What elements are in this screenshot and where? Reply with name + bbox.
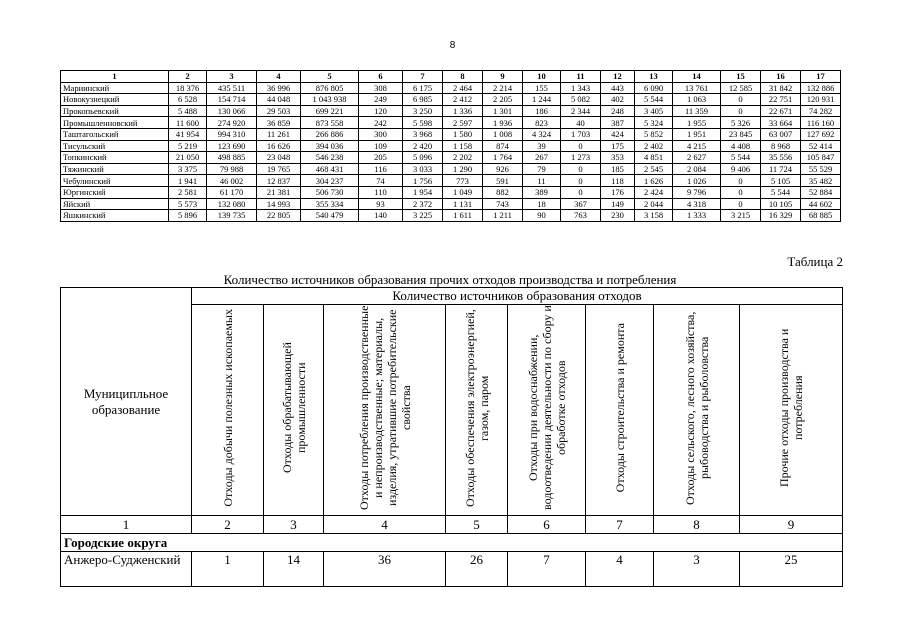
statistics-table <box>60 70 841 222</box>
table-cell: 1 131 <box>443 198 483 210</box>
table-cell: 41 954 <box>169 128 207 140</box>
table-cell: 5 544 <box>761 186 801 198</box>
column-header-label: Прочие отходы производства и потребления <box>777 328 806 488</box>
table-cell: 176 <box>601 186 635 198</box>
table-row <box>61 82 841 94</box>
table-cell: 93 <box>359 198 403 210</box>
table-cell: 10 105 <box>761 198 801 210</box>
header-cell: 5 <box>301 71 359 83</box>
table-cell: 5 598 <box>403 117 443 129</box>
column-header <box>192 305 264 516</box>
table-cell: 0 <box>561 175 601 187</box>
header-cell: 6 <box>359 71 403 83</box>
table-cell: 1 273 <box>561 152 601 164</box>
table-cell: 22 671 <box>761 105 801 117</box>
column-index: 7 <box>586 516 654 534</box>
table-cell: 2 424 <box>635 186 673 198</box>
table-cell: 4 215 <box>673 140 721 152</box>
table-cell: 14 993 <box>257 198 301 210</box>
table-cell: 874 <box>483 140 523 152</box>
group-header: Количество источников образования отходов <box>192 288 843 305</box>
table-cell: 79 988 <box>207 163 257 175</box>
waste-sources-table <box>60 287 843 587</box>
table-cell: 389 <box>523 186 561 198</box>
header-cell: 14 <box>673 71 721 83</box>
table-cell: 443 <box>601 82 635 94</box>
column-header-label: Отходы обеспечения электроэнергией, газом, паром <box>462 309 491 507</box>
table-cell: 6 528 <box>169 94 207 106</box>
column-index: 4 <box>324 516 446 534</box>
column-header-label: Отходы строительства и ремонта <box>612 323 627 493</box>
header-cell: 7 <box>403 71 443 83</box>
table-cell: 11 261 <box>257 128 301 140</box>
table-cell: 120 931 <box>801 94 841 106</box>
table-cell: 36 996 <box>257 82 301 94</box>
district-name: Новокузнецкий <box>61 94 169 106</box>
table-cell: 39 <box>523 140 561 152</box>
table-cell: 3 250 <box>403 105 443 117</box>
table-cell: 5 326 <box>721 117 761 129</box>
table-cell: 116 <box>359 163 403 175</box>
table-cell: 3 225 <box>403 210 443 222</box>
table-cell: 1 955 <box>673 117 721 129</box>
table-cell: 304 237 <box>301 175 359 187</box>
table-cell: 55 529 <box>801 163 841 175</box>
table-cell: 540 479 <box>301 210 359 222</box>
table-cell: 79 <box>523 163 561 175</box>
table-cell: 105 847 <box>801 152 841 164</box>
table-cell: 5 544 <box>635 94 673 106</box>
table-cell: 35 556 <box>761 152 801 164</box>
table-cell: 435 511 <box>207 82 257 94</box>
table-cell: 12 585 <box>721 82 761 94</box>
table-cell: 2 214 <box>483 82 523 94</box>
table-cell: 2 420 <box>403 140 443 152</box>
table-cell: 1 764 <box>483 152 523 164</box>
header-cell: 1 <box>61 71 169 83</box>
section-header: Городские округа <box>61 534 843 552</box>
table-header-row <box>61 71 841 83</box>
district-name: Прокопьевский <box>61 105 169 117</box>
table-cell: 40 <box>561 117 601 129</box>
table-cell: 2 344 <box>561 105 601 117</box>
table-cell: 52 414 <box>801 140 841 152</box>
table-cell: 367 <box>561 198 601 210</box>
table-cell: 353 <box>601 152 635 164</box>
table-cell: 4 851 <box>635 152 673 164</box>
table-row <box>61 210 841 222</box>
table-cell: 16 626 <box>257 140 301 152</box>
table-cell: 882 <box>483 186 523 198</box>
district-name: Чебулинский <box>61 175 169 187</box>
district-name: Таштагольский <box>61 128 169 140</box>
table-cell: 13 761 <box>673 82 721 94</box>
column-header-label: Отходы сельского, лесного хозяйства, рыбоводства и рыболовства <box>682 311 711 505</box>
table-cell: 230 <box>601 210 635 222</box>
municipality-header: Муниципльное образование <box>61 288 192 516</box>
table-cell: 546 238 <box>301 152 359 164</box>
table-cell: 1 301 <box>483 105 523 117</box>
table-cell: 2 464 <box>443 82 483 94</box>
table-cell: 9 406 <box>721 163 761 175</box>
table-cell: 1 026 <box>673 175 721 187</box>
table-cell: 61 170 <box>207 186 257 198</box>
table-cell: 19 765 <box>257 163 301 175</box>
table-cell: 8 968 <box>761 140 801 152</box>
header-cell: 11 <box>561 71 601 83</box>
table-cell: 35 482 <box>801 175 841 187</box>
table-cell: 249 <box>359 94 403 106</box>
header-cell: 8 <box>443 71 483 83</box>
table-cell: 7 <box>508 552 586 587</box>
table-cell: 149 <box>601 198 635 210</box>
table-cell: 22 751 <box>761 94 801 106</box>
header-cell: 3 <box>207 71 257 83</box>
table-cell: 0 <box>721 175 761 187</box>
table-cell: 5 488 <box>169 105 207 117</box>
table-cell: 110 <box>359 186 403 198</box>
table-row <box>61 552 843 587</box>
table-cell: 2 597 <box>443 117 483 129</box>
table-row <box>61 117 841 129</box>
district-name: Яшкинский <box>61 210 169 222</box>
district-name: Промышленновский <box>61 117 169 129</box>
table-cell: 498 885 <box>207 152 257 164</box>
table-cell: 12 837 <box>257 175 301 187</box>
table-title: Количество источников образования прочих отходов производства и потребления <box>223 272 677 287</box>
table-row <box>61 140 841 152</box>
table-cell: 63 007 <box>761 128 801 140</box>
table-cell: 140 <box>359 210 403 222</box>
table-cell: 1 244 <box>523 94 561 106</box>
table-cell: 1 954 <box>403 186 443 198</box>
table-cell: 1 063 <box>673 94 721 106</box>
table-cell: 9 796 <box>673 186 721 198</box>
table-cell: 3 <box>654 552 740 587</box>
table-cell: 1 611 <box>443 210 483 222</box>
table-cell: 3 968 <box>403 128 443 140</box>
table-cell: 0 <box>561 163 601 175</box>
table-cell: 18 376 <box>169 82 207 94</box>
table-cell: 132 080 <box>207 198 257 210</box>
district-name: Юргинский <box>61 186 169 198</box>
table-cell: 11 359 <box>673 105 721 117</box>
district-name: Яйский <box>61 198 169 210</box>
table-cell: 0 <box>721 94 761 106</box>
table-cell: 26 <box>446 552 508 587</box>
district-name: Топкинский <box>61 152 169 164</box>
table-cell: 1 703 <box>561 128 601 140</box>
table-cell: 123 690 <box>207 140 257 152</box>
table-cell: 18 <box>523 198 561 210</box>
table-cell: 3 375 <box>169 163 207 175</box>
table-cell: 6 175 <box>403 82 443 94</box>
table-cell: 763 <box>561 210 601 222</box>
table-cell: 1 941 <box>169 175 207 187</box>
table-label: Таблица 2 <box>787 254 843 269</box>
column-header-label: Отходы при водоснабжении, водоотведении деятельности по сбору и обработке отходов <box>525 305 568 511</box>
table-cell: 130 066 <box>207 105 257 117</box>
table-cell: 5 544 <box>721 152 761 164</box>
table-cell: 2 202 <box>443 152 483 164</box>
header-cell: 12 <box>601 71 635 83</box>
table-cell: 154 714 <box>207 94 257 106</box>
table-cell: 118 <box>601 175 635 187</box>
table-cell: 2 627 <box>673 152 721 164</box>
column-index: 8 <box>654 516 740 534</box>
page-number: 8 <box>449 40 456 51</box>
table-cell: 873 558 <box>301 117 359 129</box>
column-index: 6 <box>508 516 586 534</box>
column-header <box>264 305 324 516</box>
table-cell: 44 602 <box>801 198 841 210</box>
table-cell: 4 408 <box>721 140 761 152</box>
table-cell: 248 <box>601 105 635 117</box>
table-row <box>61 198 841 210</box>
table-cell: 23 048 <box>257 152 301 164</box>
table-cell: 74 <box>359 175 403 187</box>
table-cell: 1 756 <box>403 175 443 187</box>
table-cell: 2 581 <box>169 186 207 198</box>
table-cell: 274 920 <box>207 117 257 129</box>
table-cell: 1 008 <box>483 128 523 140</box>
table-cell: 36 859 <box>257 117 301 129</box>
table-cell: 132 886 <box>801 82 841 94</box>
table-cell: 0 <box>721 198 761 210</box>
table-cell: 2 372 <box>403 198 443 210</box>
table-cell: 3 158 <box>635 210 673 222</box>
header-cell: 17 <box>801 71 841 83</box>
column-header-label: Отходы обрабатывающей промышленности <box>279 342 308 474</box>
table-cell: 591 <box>483 175 523 187</box>
table-cell: 308 <box>359 82 403 94</box>
table-cell: 1 951 <box>673 128 721 140</box>
table-cell: 300 <box>359 128 403 140</box>
table-cell: 823 <box>523 117 561 129</box>
municipality-name: Анжеро-Судженский <box>61 552 192 587</box>
table-cell: 242 <box>359 117 403 129</box>
table-cell: 1 049 <box>443 186 483 198</box>
table-cell: 2 044 <box>635 198 673 210</box>
table-cell: 3 405 <box>635 105 673 117</box>
table-cell: 266 886 <box>301 128 359 140</box>
table-cell: 699 221 <box>301 105 359 117</box>
column-header <box>508 305 586 516</box>
table-cell: 127 692 <box>801 128 841 140</box>
table-row <box>61 152 841 164</box>
table-cell: 506 730 <box>301 186 359 198</box>
table-cell: 68 885 <box>801 210 841 222</box>
table-cell: 11 724 <box>761 163 801 175</box>
table-cell: 876 805 <box>301 82 359 94</box>
table-cell: 355 334 <box>301 198 359 210</box>
table-cell: 394 036 <box>301 140 359 152</box>
table-cell: 21 381 <box>257 186 301 198</box>
column-header-label: Отходы добычи полезных ископаемых <box>220 309 235 507</box>
table-row <box>61 128 841 140</box>
header-cell: 15 <box>721 71 761 83</box>
table-row <box>61 94 841 106</box>
table-cell: 185 <box>601 163 635 175</box>
table-cell: 743 <box>483 198 523 210</box>
table-cell: 116 160 <box>801 117 841 129</box>
table-cell: 1 158 <box>443 140 483 152</box>
table-cell: 74 282 <box>801 105 841 117</box>
table-cell: 4 <box>586 552 654 587</box>
table-cell: 773 <box>443 175 483 187</box>
district-name: Тяжинский <box>61 163 169 175</box>
column-header <box>324 305 446 516</box>
table-cell: 29 503 <box>257 105 301 117</box>
table-cell: 5 105 <box>761 175 801 187</box>
table-cell: 5 219 <box>169 140 207 152</box>
table-cell: 267 <box>523 152 561 164</box>
table-cell: 5 324 <box>635 117 673 129</box>
table-cell: 1 290 <box>443 163 483 175</box>
table-cell: 175 <box>601 140 635 152</box>
table-cell: 0 <box>561 186 601 198</box>
table-cell: 0 <box>721 186 761 198</box>
header-cell: 9 <box>483 71 523 83</box>
table-cell: 33 664 <box>761 117 801 129</box>
table-cell: 186 <box>523 105 561 117</box>
table-cell: 424 <box>601 128 635 140</box>
table-cell: 1 343 <box>561 82 601 94</box>
table-cell: 14 <box>264 552 324 587</box>
table-row <box>61 186 841 198</box>
header-cell: 13 <box>635 71 673 83</box>
table-cell: 139 735 <box>207 210 257 222</box>
table-cell: 11 <box>523 175 561 187</box>
table-cell: 6 985 <box>403 94 443 106</box>
header-cell: 10 <box>523 71 561 83</box>
table-cell: 205 <box>359 152 403 164</box>
column-index: 1 <box>61 516 192 534</box>
table-cell: 2 402 <box>635 140 673 152</box>
table-cell: 4 324 <box>523 128 561 140</box>
table-cell: 109 <box>359 140 403 152</box>
table-cell: 21 050 <box>169 152 207 164</box>
table-cell: 994 310 <box>207 128 257 140</box>
table-row <box>61 175 841 187</box>
table-cell: 5 096 <box>403 152 443 164</box>
table-cell: 1 043 938 <box>301 94 359 106</box>
column-header <box>740 305 843 516</box>
table-cell: 4 318 <box>673 198 721 210</box>
table-cell: 1 211 <box>483 210 523 222</box>
table-cell: 36 <box>324 552 446 587</box>
table-row <box>61 163 841 175</box>
header-cell: 2 <box>169 71 207 83</box>
table-cell: 926 <box>483 163 523 175</box>
header-cell: 16 <box>761 71 801 83</box>
table-cell: 1 336 <box>443 105 483 117</box>
column-header <box>654 305 740 516</box>
table-row <box>61 105 841 117</box>
table-cell: 2 412 <box>443 94 483 106</box>
table-cell: 11 600 <box>169 117 207 129</box>
column-header <box>586 305 654 516</box>
table-cell: 5 896 <box>169 210 207 222</box>
district-name: Тисульский <box>61 140 169 152</box>
table-cell: 5 573 <box>169 198 207 210</box>
table-cell: 0 <box>721 105 761 117</box>
table-cell: 1 626 <box>635 175 673 187</box>
table-cell: 31 842 <box>761 82 801 94</box>
column-index: 2 <box>192 516 264 534</box>
table-cell: 2 084 <box>673 163 721 175</box>
table-cell: 90 <box>523 210 561 222</box>
table-cell: 3 215 <box>721 210 761 222</box>
table-cell: 23 845 <box>721 128 761 140</box>
table-cell: 5 852 <box>635 128 673 140</box>
table-cell: 155 <box>523 82 561 94</box>
table-cell: 2 205 <box>483 94 523 106</box>
table-cell: 1 580 <box>443 128 483 140</box>
table-cell: 25 <box>740 552 843 587</box>
column-index: 3 <box>264 516 324 534</box>
table-cell: 44 048 <box>257 94 301 106</box>
table-cell: 468 431 <box>301 163 359 175</box>
column-header <box>446 305 508 516</box>
table-cell: 52 884 <box>801 186 841 198</box>
district-name: Мариинский <box>61 82 169 94</box>
table-cell: 16 329 <box>761 210 801 222</box>
table-cell: 387 <box>601 117 635 129</box>
column-header-label: Отходы потребления производственные и непроизводственные; материалы, изделия, утратившие потребительские свойства <box>356 305 413 511</box>
table-cell: 22 805 <box>257 210 301 222</box>
table-cell: 6 090 <box>635 82 673 94</box>
table-cell: 3 033 <box>403 163 443 175</box>
table-cell: 402 <box>601 94 635 106</box>
table-cell: 2 545 <box>635 163 673 175</box>
table-cell: 120 <box>359 105 403 117</box>
header-cell: 4 <box>257 71 301 83</box>
table-cell: 1 936 <box>483 117 523 129</box>
table-cell: 1 <box>192 552 264 587</box>
table-cell: 46 002 <box>207 175 257 187</box>
column-index: 9 <box>740 516 843 534</box>
table-cell: 0 <box>561 140 601 152</box>
column-index: 5 <box>446 516 508 534</box>
table-cell: 5 082 <box>561 94 601 106</box>
table-cell: 1 333 <box>673 210 721 222</box>
